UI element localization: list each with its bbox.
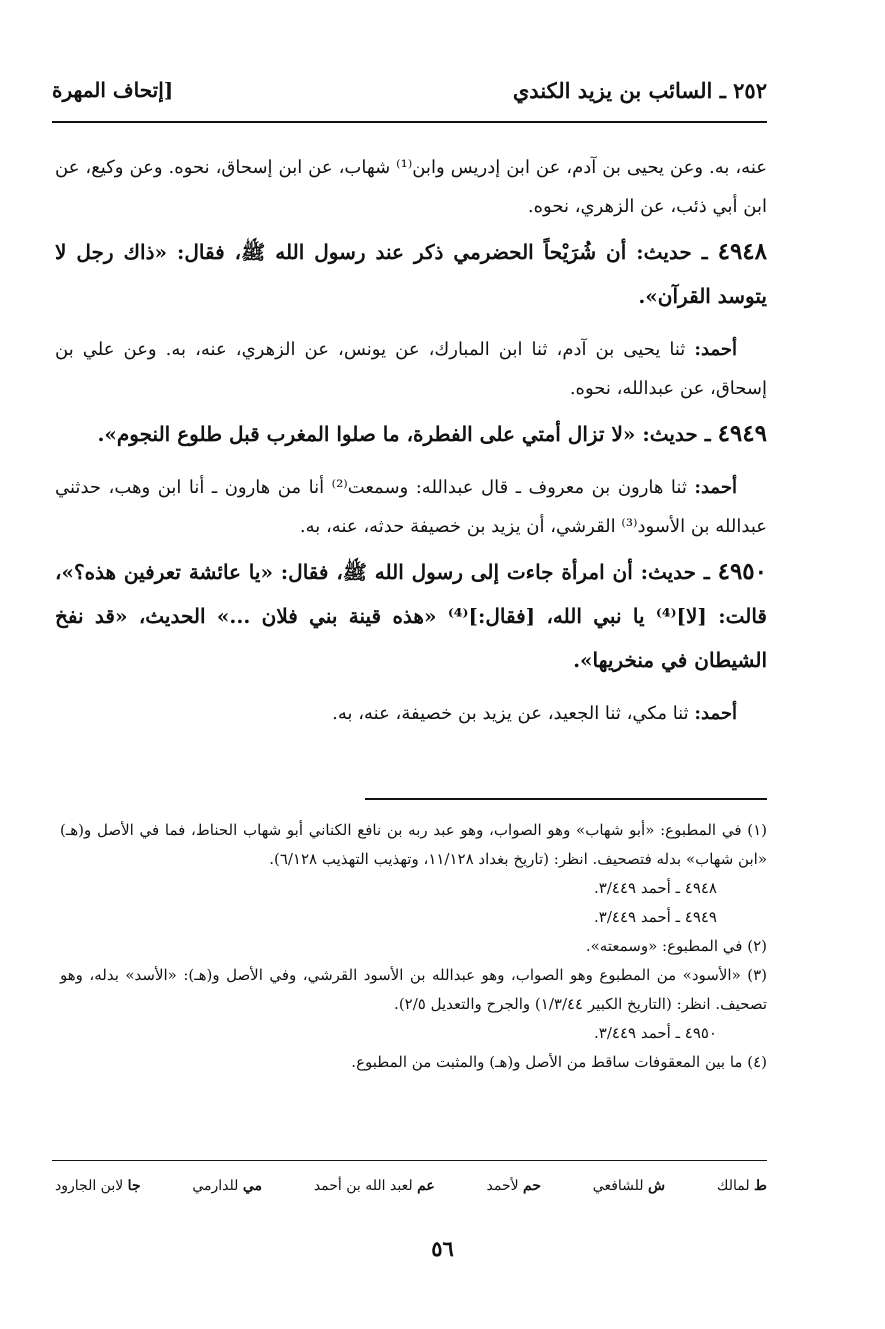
book-title: [إتحاف المهرة xyxy=(52,78,174,102)
header-rule xyxy=(52,121,767,123)
footnote-2: (٢) في المطبوع: «وسمعته». xyxy=(585,937,767,955)
abbrev-item: عم لعبد الله بن أحمد xyxy=(313,1178,435,1194)
section-title: ٢٥٢ ـ السائب بن يزيد الكندي xyxy=(512,78,767,103)
abbrev-item: ش للشافعي xyxy=(592,1178,666,1194)
paragraph-continuation: عنه، به. وعن يحيى بن آدم، عن ابن إدريس وابن⁽¹⁾ شهاب، عن ابن إسحاق، نحوه. وعن وكيع، عن ابن أبي ذئب، عن الزهري، نحوه. xyxy=(55,157,768,217)
hadith-text: ـ حديث: أن شُرَيْحاً الحضرمي ذكر عند رسول الله ﷺ، فقال: «ذاك رجل لا يتوسد القرآن». xyxy=(55,240,767,308)
hadith-4949 xyxy=(55,412,767,456)
hadith-4948 xyxy=(55,230,767,318)
source-reference: ٤٩٥٠ ـ أحمد ٣/٤٤٩. xyxy=(594,1024,717,1042)
bottom-rule xyxy=(52,1160,767,1161)
abbreviation-key xyxy=(55,1178,767,1194)
footnote-1: (١) في المطبوع: «أبو شهاب» وهو الصواب، وهو عبد ربه بن نافع الكناني أبو شهاب الحناط، فما في الأصل و(هـ) «ابن شهاب» بدله فتصحيف. انظر: (تاريخ بغداد ١١/١٢٨، وتهذيب التهذيب ٦/١٢٨). xyxy=(60,821,767,868)
footnotes xyxy=(60,816,767,1077)
footnote-4: (٤) ما بين المعقوفات ساقط من الأصل و(هـ) والمثبت من المطبوع. xyxy=(351,1053,767,1071)
isnad-text: ثنا هارون بن معروف ـ قال عبدالله: وسمعت⁽²⁾ أنا من هارون ـ أنا ابن وهب، حدثني عبدالله بن الأسود⁽³⁾ القرشي، أن يزيد بن خصيفة حدثه، عنه، به. xyxy=(55,477,767,537)
abbrev-item: ط لمالك xyxy=(716,1178,767,1194)
isnad-4948 xyxy=(55,330,767,408)
isnad-text: ثنا مكي، ثنا الجعيد، عن يزيد بن خصيفة، عنه، به. xyxy=(332,703,689,724)
footnote-3: (٣) «الأسود» من المطبوع وهو الصواب، وهو عبدالله بن الأسود القرشي، وفي الأصل و(هـ): «الأسد» بدله، وهو تصحيف. انظر: (التاريخ الكبير ١/٣/٤٤) والجرح والتعديل ٢/٥). xyxy=(60,966,767,1013)
running-header xyxy=(52,72,767,116)
hadith-number: ٤٩٥٠ xyxy=(717,558,768,585)
abbrev-item: حم لأحمد xyxy=(486,1178,542,1194)
hadith-number: ٤٩٤٨ xyxy=(717,238,768,265)
abbrev-item: مي للدارمي xyxy=(192,1178,263,1194)
hadith-text: ـ حديث: أن امرأة جاءت إلى رسول الله ﷺ، فقال: «يا عائشة تعرفين هذه؟»، قالت: [لا]⁽⁴⁾ يا نبي الله، [فقال:]⁽⁴⁾ «هذه قينة بني فلان ...» الحديث، «قد نفخ الشيطان في منخريها». xyxy=(55,560,767,672)
source-reference: ٤٩٤٩ ـ أحمد ٣/٤٤٩. xyxy=(594,908,717,926)
footnote-rule xyxy=(365,798,767,800)
hadith-4950 xyxy=(55,550,767,682)
source-label: أحمد: xyxy=(694,703,737,724)
hadith-number: ٤٩٤٩ xyxy=(717,420,767,447)
source-label: أحمد: xyxy=(694,477,737,498)
isnad-4950 xyxy=(55,694,767,733)
hadith-text: ـ حديث: «لا تزال أمتي على الفطرة، ما صلوا المغرب قبل طلوع النجوم». xyxy=(97,422,711,446)
source-reference: ٤٩٤٨ ـ أحمد ٣/٤٤٩. xyxy=(594,879,717,897)
abbrev-item: جا لابن الجارود xyxy=(55,1178,141,1194)
isnad-text: ثنا يحيى بن آدم، ثنا ابن المبارك، عن يونس، عن الزهري، عنه، به. وعن علي بن إسحاق، عن عبدالله، نحوه. xyxy=(55,339,767,399)
main-text xyxy=(55,148,767,733)
page-number: ٥٦ xyxy=(431,1236,454,1261)
source-label: أحمد: xyxy=(694,339,737,360)
isnad-4949 xyxy=(55,468,767,546)
